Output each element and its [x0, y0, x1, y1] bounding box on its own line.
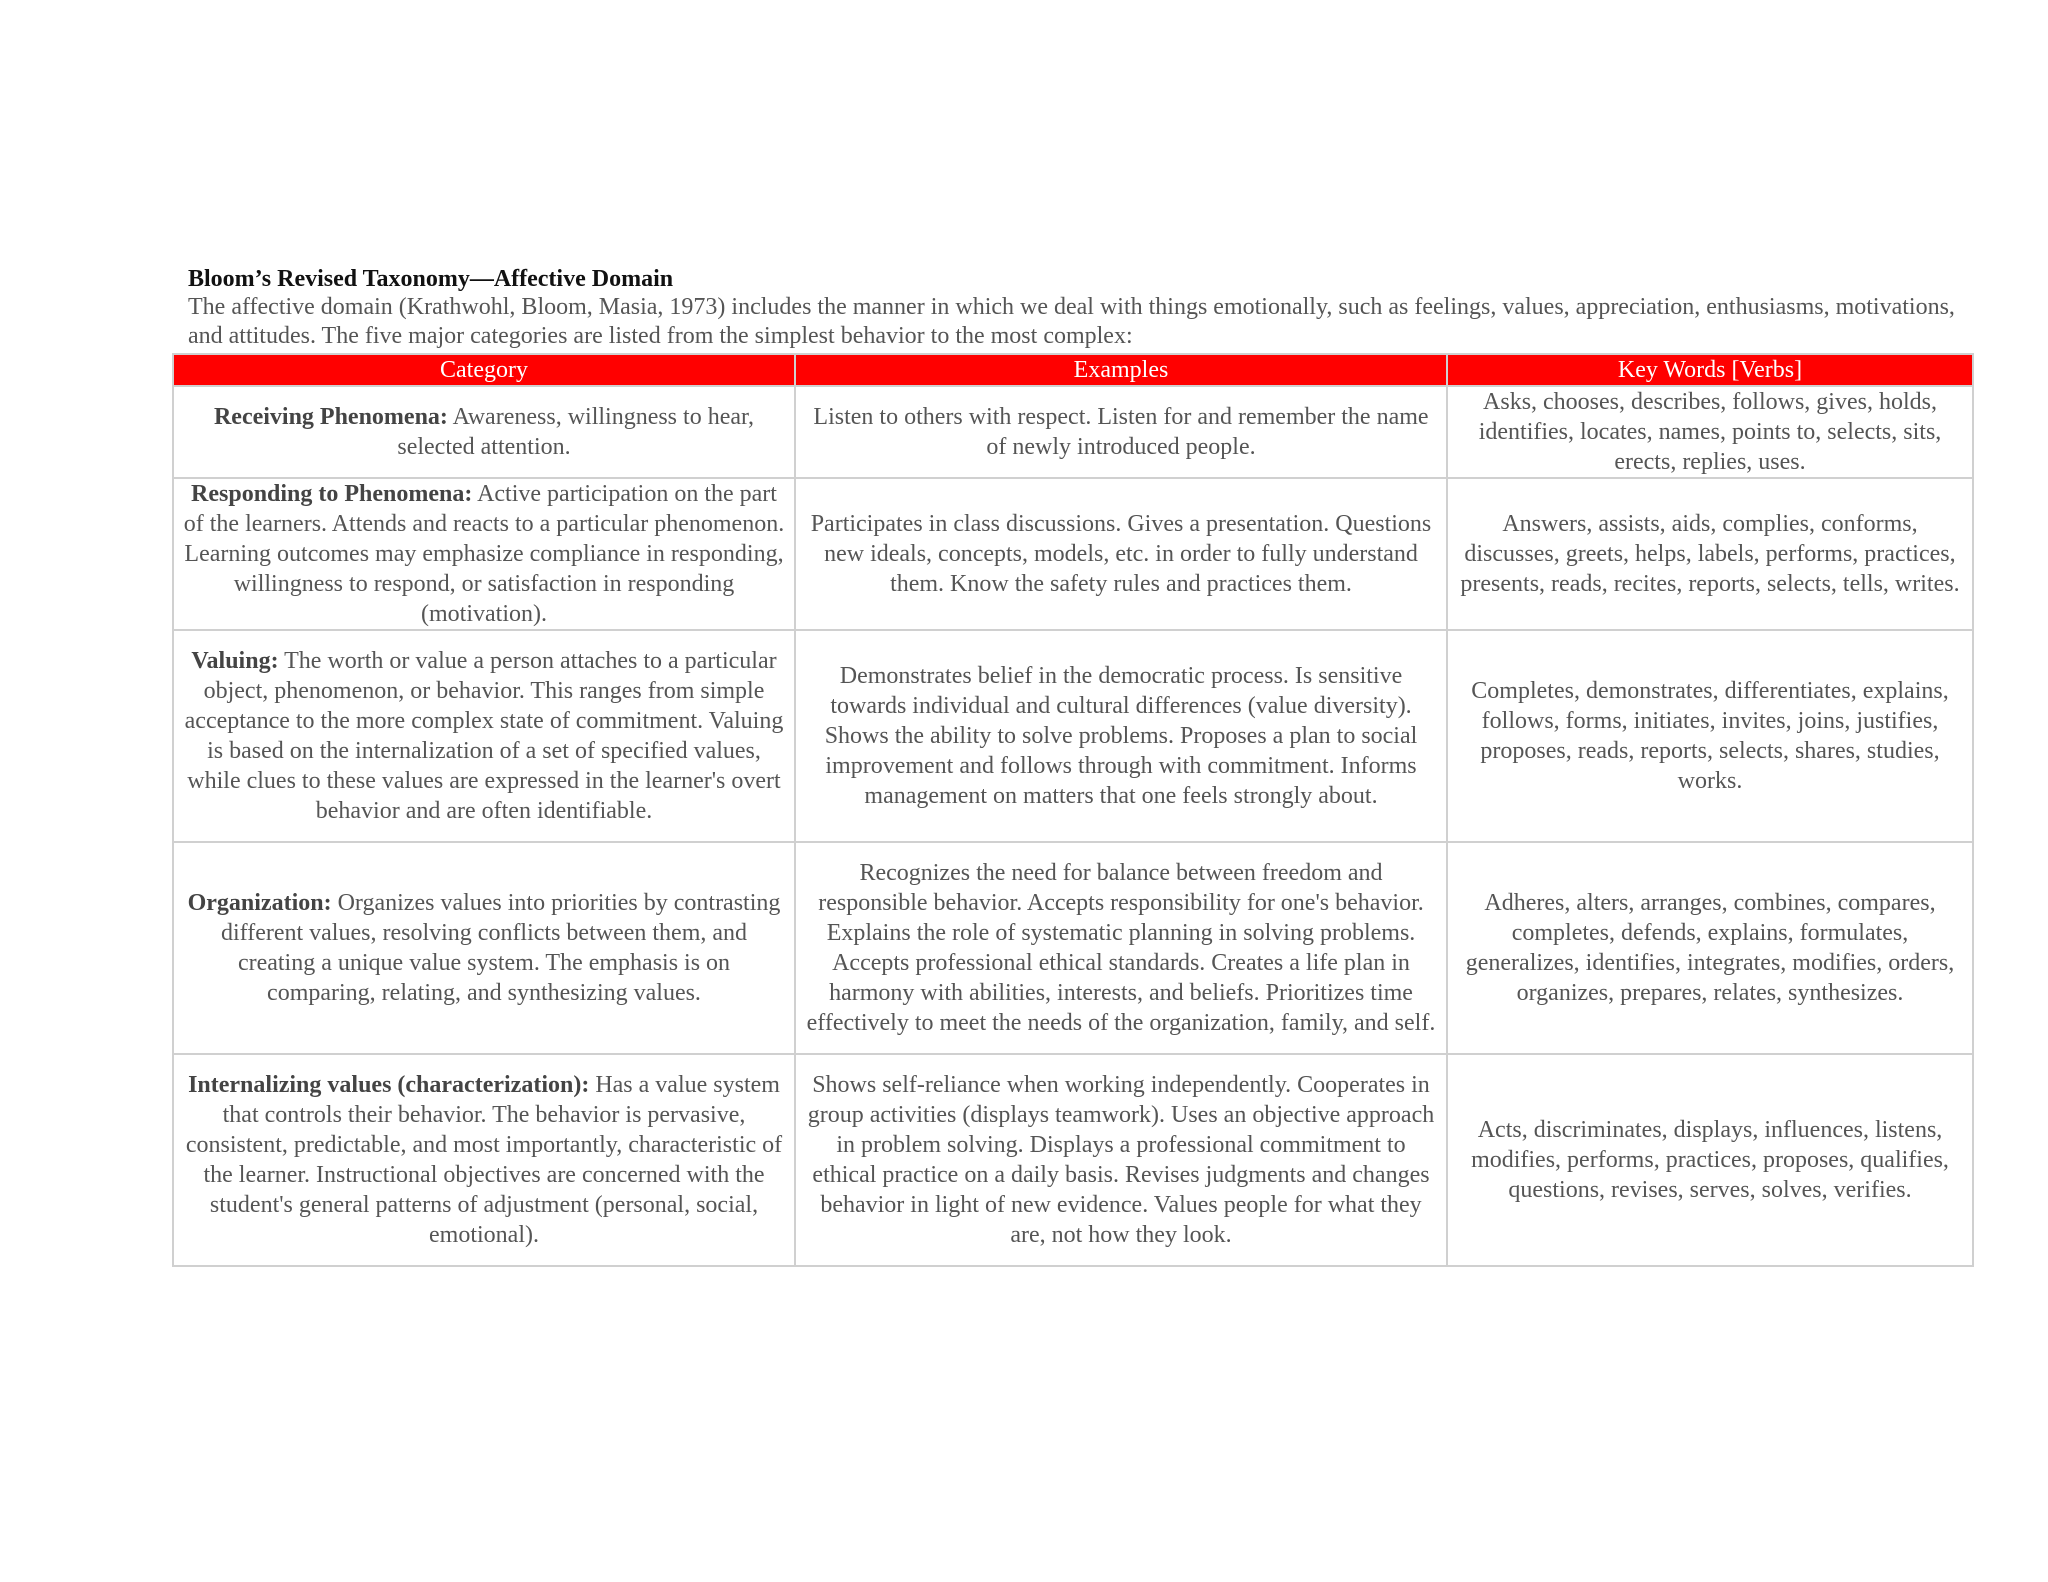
table-row — [173, 386, 1973, 478]
examples-cell: Recognizes the need for balance between freedom and responsible behavior. Accepts responsibility for one's behavior. Explains the role of systematic planning in solving problems. Accepts professional ethical standards. Creates a life plan in harmony with abilities, interests, and beliefs. Prioritizes time effectively to meet the needs of the organization, family, and self. — [795, 842, 1447, 1054]
category-description: Organizes values into priorities by contrasting different values, resolving conflicts between them, and creating a unique value system. The emphasis is on comparing, relating, and synthesizing values. — [220, 890, 781, 1006]
examples-cell: Demonstrates belief in the democratic process. Is sensitive towards individual and cultural differences (value diversity). Shows the ability to solve problems. Proposes a plan to social improvement and follows through with commitment. Informs management on matters that one feels strongly about. — [795, 630, 1447, 842]
document-title: Bloom’s Revised Taxonomy—Affective Domain — [188, 266, 674, 292]
category-name: Receiving Phenomena: — [213, 404, 448, 430]
category-cell — [173, 386, 795, 478]
affective-domain-table — [172, 353, 1974, 1267]
category-cell — [173, 1054, 795, 1266]
category-name: Responding to Phenomena: — [191, 481, 473, 507]
category-cell — [173, 842, 795, 1054]
category-description: Active participation on the part of the learners. Attends and reacts to a particular phenomenon. Learning outcomes may emphasize compliance in responding, willingness to respond, or satisfaction in responding (motivation). — [183, 481, 785, 627]
table-row — [173, 842, 1973, 1054]
keywords-cell: Answers, assists, aids, complies, conforms, discusses, greets, helps, labels, performs, practices, presents, reads, recites, reports, selects, tells, writes. — [1447, 478, 1973, 630]
table-row — [173, 1054, 1973, 1266]
category-name: Valuing: — [191, 648, 279, 674]
keywords-cell: Adheres, alters, arranges, combines, compares, completes, defends, explains, formulates, generalizes, identifies, integrates, modifies, orders, organizes, prepares, relates, synthesizes. — [1447, 842, 1973, 1054]
document-intro: The affective domain (Krathwohl, Bloom, Masia, 1973) includes the manner in which we deal with things emotionally, such as feelings, values, appreciation, enthusiasms, motivations, and attitudes. The five major categories are listed from the simplest behavior to the most complex: — [188, 294, 1955, 349]
keywords-cell: Completes, demonstrates, differentiates, explains, follows, forms, initiates, invites, joins, justifies, proposes, reads, reports, selects, shares, studies, works. — [1447, 630, 1973, 842]
category-name: Internalizing values (characterization): — [188, 1072, 590, 1098]
category-name: Organization: — [187, 890, 332, 916]
examples-cell: Participates in class discussions. Gives a presentation. Questions new ideals, concepts, models, etc. in order to fully understand them. Know the safety rules and practices them. — [795, 478, 1447, 630]
category-description: Has a value system that controls their behavior. The behavior is pervasive, consistent, predictable, and most importantly, characteristic of the learner. Instructional objectives are concerned with the student's general patterns of adjustment (personal, social, emotional). — [185, 1072, 783, 1248]
table-header-row — [173, 354, 1973, 386]
examples-cell: Shows self-reliance when working independently. Cooperates in group activities (displays teamwork). Uses an objective approach in problem solving. Displays a professional commitment to ethical practice on a daily basis. Revises judgments and changes behavior in light of new evidence. Values people for what they are, not how they look. — [795, 1054, 1447, 1266]
header-examples: Examples — [795, 354, 1447, 386]
examples-cell: Listen to others with respect. Listen for and remember the name of newly introduced people. — [795, 386, 1447, 478]
table-row — [173, 630, 1973, 842]
keywords-cell: Asks, chooses, describes, follows, gives, holds, identifies, locates, names, points to, selects, sits, erects, replies, uses. — [1447, 386, 1973, 478]
keywords-cell: Acts, discriminates, displays, influences, listens, modifies, performs, practices, proposes, qualifies, questions, revises, serves, solves, verifies. — [1447, 1054, 1973, 1266]
category-cell — [173, 630, 795, 842]
table-row — [173, 478, 1973, 630]
header-category: Category — [173, 354, 795, 386]
category-description: The worth or value a person attaches to a particular object, phenomenon, or behavior. This ranges from simple acceptance to the more complex state of commitment. Valuing is based on the internalization of a set of specified values, while clues to these values are expressed in the learner's overt behavior and are often identifiable. — [184, 648, 784, 824]
category-description: Awareness, willingness to hear, selected attention. — [397, 404, 755, 460]
header-keywords: Key Words [Verbs] — [1447, 354, 1973, 386]
category-cell — [173, 478, 795, 630]
